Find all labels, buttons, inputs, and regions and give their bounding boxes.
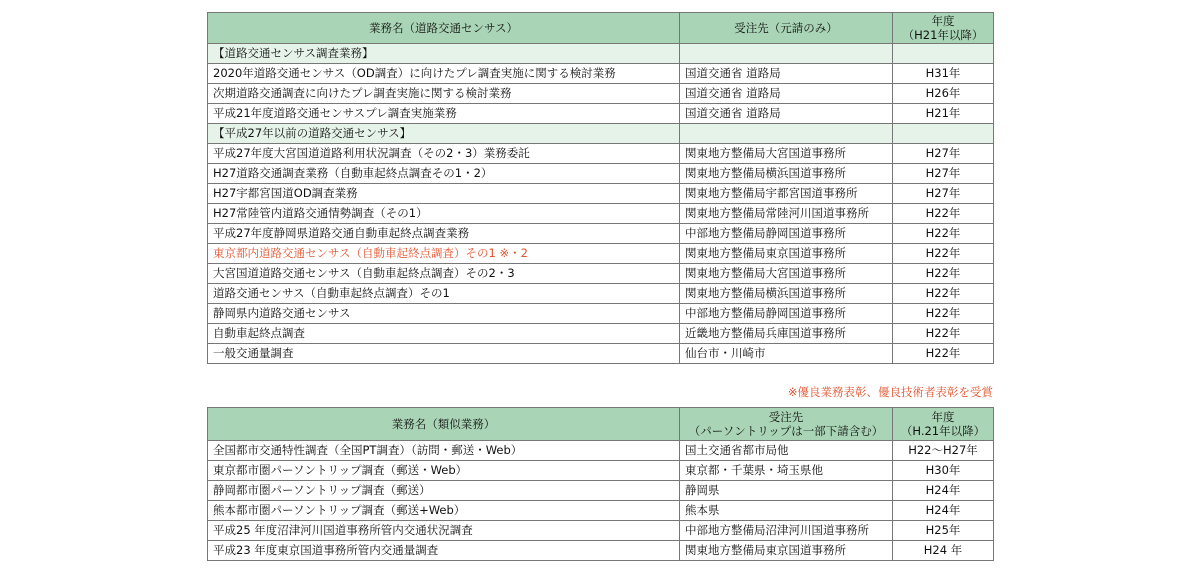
table-row — [208, 104, 994, 124]
client-cell: 静岡県 — [680, 481, 893, 501]
year-cell: H27年 — [893, 164, 994, 184]
task-name-cell: 一般交通量調査 — [208, 344, 680, 364]
year-cell: H27年 — [893, 184, 994, 204]
client-cell: 熊本県 — [680, 501, 893, 521]
table-row — [208, 204, 994, 224]
table-row — [208, 521, 994, 541]
client-cell: 関東地方整備局宇都宮国道事務所 — [680, 184, 893, 204]
year-cell: H24年 — [893, 481, 994, 501]
client-cell: 東京都・千葉県・埼玉県他 — [680, 461, 893, 481]
year-cell: H31年 — [893, 64, 994, 84]
similar-tasks-table — [207, 407, 994, 561]
task-name-cell: 東京都内道路交通センサス（自動車起終点調査）その1 ※・2 — [208, 244, 680, 264]
year-cell: H24 年 — [893, 541, 994, 561]
year-cell: H22年 — [893, 224, 994, 244]
table-row — [208, 501, 994, 521]
award-note: ※優良業務表彰、優良技術者表彰を受賞 — [787, 385, 993, 399]
task-name-cell: 熊本都市圏パーソントリップ調査（郵送+Web） — [208, 501, 680, 521]
table-row — [208, 441, 994, 461]
year-cell: H22年 — [893, 264, 994, 284]
table-row — [208, 344, 994, 364]
table-row — [208, 324, 994, 344]
year-cell: H22年 — [893, 304, 994, 324]
task-name-cell: 平成21年度道路交通センサスプレ調査実施業務 — [208, 104, 680, 124]
road-census-table — [207, 12, 994, 364]
header-client: 受注先 （パーソントリップは一部下請含む） — [680, 408, 893, 441]
road-census-rows — [208, 44, 994, 364]
client-cell: 国道交通省 道路局 — [680, 104, 893, 124]
header-client: 受注先（元請のみ） — [680, 13, 893, 44]
client-cell: 関東地方整備局大宮国道事務所 — [680, 144, 893, 164]
table-row — [208, 244, 994, 264]
client-cell: 中部地方整備局静岡国道事務所 — [680, 224, 893, 244]
task-name-cell: 道路交通センサス（自動車起終点調査）その1 — [208, 284, 680, 304]
year-cell: H22年 — [893, 244, 994, 264]
table-row — [208, 184, 994, 204]
header-year: 年度 （H21年以降） — [893, 13, 994, 44]
client-cell: 国道交通省 道路局 — [680, 64, 893, 84]
client-cell: 仙台市・川崎市 — [680, 344, 893, 364]
table-header-row — [208, 408, 994, 441]
section-row — [208, 44, 994, 64]
header-year: 年度 （H.21年以降） — [893, 408, 994, 441]
client-cell: 近畿地方整備局兵庫国道事務所 — [680, 324, 893, 344]
section-row — [208, 124, 994, 144]
task-name-cell: 自動車起終点調査 — [208, 324, 680, 344]
header-task-name: 業務名（道路交通センサス） — [208, 13, 680, 44]
task-name-cell: 次期道路交通調査に向けたプレ調査実施に関する検討業務 — [208, 84, 680, 104]
table-row — [208, 304, 994, 324]
task-name-cell: 静岡県内道路交通センサス — [208, 304, 680, 324]
table-row — [208, 84, 994, 104]
table-row — [208, 481, 994, 501]
task-name-cell: 平成27年度大宮国道道路利用状況調査（その2・3）業務委託 — [208, 144, 680, 164]
task-name-cell: 平成23 年度東京国道事務所管内交通量調査 — [208, 541, 680, 561]
year-cell — [893, 44, 994, 64]
year-cell: H21年 — [893, 104, 994, 124]
task-name-cell: 全国都市交通特性調査（全国PT調査）（訪問・郵送・Web） — [208, 441, 680, 461]
client-cell: 関東地方整備局常陸河川国道事務所 — [680, 204, 893, 224]
table-header-row — [208, 13, 994, 44]
client-cell: 国土交通省都市局他 — [680, 441, 893, 461]
table-row — [208, 164, 994, 184]
year-cell: H22年 — [893, 344, 994, 364]
year-cell: H25年 — [893, 521, 994, 541]
client-cell: 関東地方整備局大宮国道事務所 — [680, 264, 893, 284]
year-cell: H22～H27年 — [893, 441, 994, 461]
client-cell: 国道交通省 道路局 — [680, 84, 893, 104]
table-row — [208, 64, 994, 84]
table-row — [208, 461, 994, 481]
task-name-cell: 【道路交通センサス調査業務】 — [208, 44, 680, 64]
client-cell: 関東地方整備局横浜国道事務所 — [680, 164, 893, 184]
table-row — [208, 541, 994, 561]
task-name-cell: H27道路交通調査業務（自動車起終点調査その1・2） — [208, 164, 680, 184]
task-name-cell: 平成27年度静岡県道路交通自動車起終点調査業務 — [208, 224, 680, 244]
year-cell: H24年 — [893, 501, 994, 521]
year-cell: H22年 — [893, 204, 994, 224]
year-cell: H26年 — [893, 84, 994, 104]
client-cell: 中部地方整備局沼津河川国道事務所 — [680, 521, 893, 541]
client-cell — [680, 124, 893, 144]
task-name-cell: 【平成27年以前の道路交通センサス】 — [208, 124, 680, 144]
year-cell: H27年 — [893, 144, 994, 164]
client-cell: 関東地方整備局横浜国道事務所 — [680, 284, 893, 304]
client-cell — [680, 44, 893, 64]
client-cell: 関東地方整備局東京国道事務所 — [680, 541, 893, 561]
task-name-cell: 大宮国道道路交通センサス（自動車起終点調査）その2・3 — [208, 264, 680, 284]
task-name-cell: H27常陸管内道路交通情勢調査（その1） — [208, 204, 680, 224]
year-cell: H22年 — [893, 324, 994, 344]
task-name-cell: 2020年道路交通センサス（OD調査）に向けたプレ調査実施に関する検討業務 — [208, 64, 680, 84]
task-name-cell: 平成25 年度沼津河川国道事務所管内交通状況調査 — [208, 521, 680, 541]
client-cell: 中部地方整備局静岡国道事務所 — [680, 304, 893, 324]
table-row — [208, 224, 994, 244]
client-cell: 関東地方整備局東京国道事務所 — [680, 244, 893, 264]
task-name-cell: 静岡都市圏パーソントリップ調査（郵送） — [208, 481, 680, 501]
table-row — [208, 284, 994, 304]
header-task-name: 業務名（類似業務） — [208, 408, 680, 441]
year-cell: H30年 — [893, 461, 994, 481]
similar-tasks-rows — [208, 441, 994, 561]
table-row — [208, 264, 994, 284]
task-name-cell: 東京都市圏パーソントリップ調査（郵送・Web） — [208, 461, 680, 481]
task-name-cell: H27宇都宮国道OD調査業務 — [208, 184, 680, 204]
year-cell — [893, 124, 994, 144]
table-row — [208, 144, 994, 164]
year-cell: H22年 — [893, 284, 994, 304]
